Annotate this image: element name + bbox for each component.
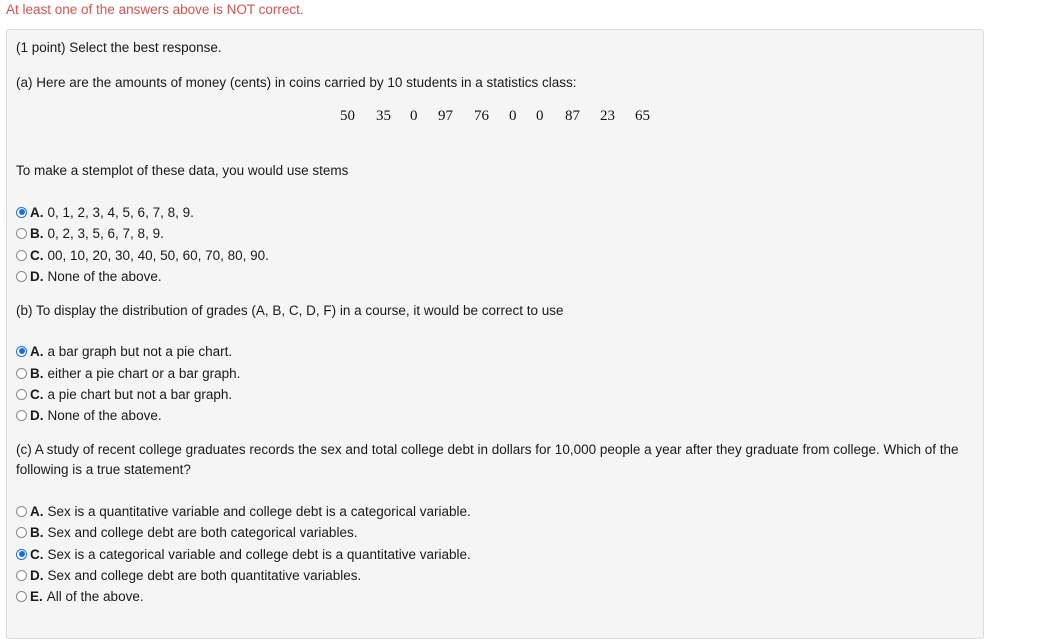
- option-text: 0, 1, 2, 3, 4, 5, 6, 7, 8, 9.: [47, 204, 194, 220]
- data-value: 0: [536, 108, 544, 124]
- part-c-option-a[interactable]: [16, 501, 471, 521]
- part-b-option-b[interactable]: [16, 363, 240, 383]
- part-a-option-b[interactable]: [16, 223, 164, 243]
- part-a-question: To make a stemplot of these data, you would use stems: [16, 163, 349, 178]
- option-text: 0, 2, 3, 5, 6, 7, 8, 9.: [47, 225, 164, 241]
- part-a-option-d[interactable]: [16, 266, 162, 286]
- option-letter: E.: [30, 588, 43, 604]
- part-c-option-e[interactable]: [16, 586, 144, 606]
- option-letter: B.: [30, 365, 44, 381]
- radio-button[interactable]: [16, 271, 27, 282]
- radio-button-selected[interactable]: [16, 207, 27, 218]
- option-letter: A.: [30, 503, 44, 519]
- radio-button[interactable]: [16, 250, 27, 261]
- part-c-option-c[interactable]: [16, 544, 471, 564]
- option-text: Sex and college debt are both categorical variables.: [47, 524, 358, 540]
- radio-button[interactable]: [16, 506, 27, 517]
- option-letter: D.: [30, 567, 44, 583]
- data-value: 50: [340, 108, 355, 124]
- option-letter: A.: [30, 343, 44, 359]
- option-text: All of the above.: [46, 588, 144, 604]
- option-text: None of the above.: [47, 407, 162, 423]
- part-b-option-d[interactable]: [16, 405, 162, 425]
- radio-button-selected[interactable]: [16, 549, 27, 560]
- part-c-option-b[interactable]: [16, 522, 357, 542]
- option-letter: B.: [30, 225, 44, 241]
- option-letter: C.: [30, 247, 44, 263]
- radio-button[interactable]: [16, 527, 27, 538]
- option-text: either a pie chart or a bar graph.: [47, 365, 241, 381]
- option-text: Sex and college debt are both quantitative variables.: [47, 567, 362, 583]
- radio-button[interactable]: [16, 228, 27, 239]
- option-text: a bar graph but not a pie chart.: [47, 343, 233, 359]
- data-value: 97: [438, 108, 453, 124]
- option-letter: C.: [30, 546, 44, 562]
- data-value: 65: [635, 108, 650, 124]
- incorrect-answer-warning: At least one of the answers above is NOT correct.: [6, 2, 304, 17]
- radio-button[interactable]: [16, 570, 27, 581]
- coin-data-row: [0, 108, 1052, 130]
- point-header: (1 point) Select the best response.: [16, 40, 222, 55]
- radio-button-selected[interactable]: [16, 346, 27, 357]
- data-value: 76: [474, 108, 489, 124]
- data-value: 35: [376, 108, 391, 124]
- option-letter: D.: [30, 268, 44, 284]
- option-text: Sex is a categorical variable and college debt is a quantitative variable.: [47, 546, 471, 562]
- option-text: Sex is a quantitative variable and college debt is a categorical variable.: [47, 503, 471, 519]
- part-c-question: (c) A study of recent college graduates records the sex and total college debt in dollars for 10,000 people a year after they graduate from college. Which of the following is a true statement?: [16, 442, 959, 477]
- radio-button[interactable]: [16, 591, 27, 602]
- part-c-option-d[interactable]: [16, 565, 361, 585]
- part-b-option-a[interactable]: [16, 341, 232, 361]
- radio-button[interactable]: [16, 368, 27, 379]
- data-value: 87: [565, 108, 580, 124]
- part-b-option-c[interactable]: [16, 384, 232, 404]
- data-value: 23: [600, 108, 615, 124]
- radio-button[interactable]: [16, 410, 27, 421]
- part-a-option-c[interactable]: [16, 245, 269, 265]
- option-text: 00, 10, 20, 30, 40, 50, 60, 70, 80, 90.: [47, 247, 269, 263]
- option-text: None of the above.: [47, 268, 162, 284]
- option-letter: D.: [30, 407, 44, 423]
- option-text: a pie chart but not a bar graph.: [47, 386, 233, 402]
- option-letter: B.: [30, 524, 44, 540]
- option-letter: A.: [30, 204, 44, 220]
- part-a-prompt: (a) Here are the amounts of money (cents) in coins carried by 10 students in a statistics class:: [16, 75, 577, 90]
- radio-button[interactable]: [16, 389, 27, 400]
- data-value: 0: [509, 108, 517, 124]
- part-b-question: (b) To display the distribution of grades (A, B, C, D, F) in a course, it would be correct to use: [16, 303, 564, 318]
- data-value: 0: [410, 108, 418, 124]
- part-a-option-a[interactable]: [16, 202, 194, 222]
- option-letter: C.: [30, 386, 44, 402]
